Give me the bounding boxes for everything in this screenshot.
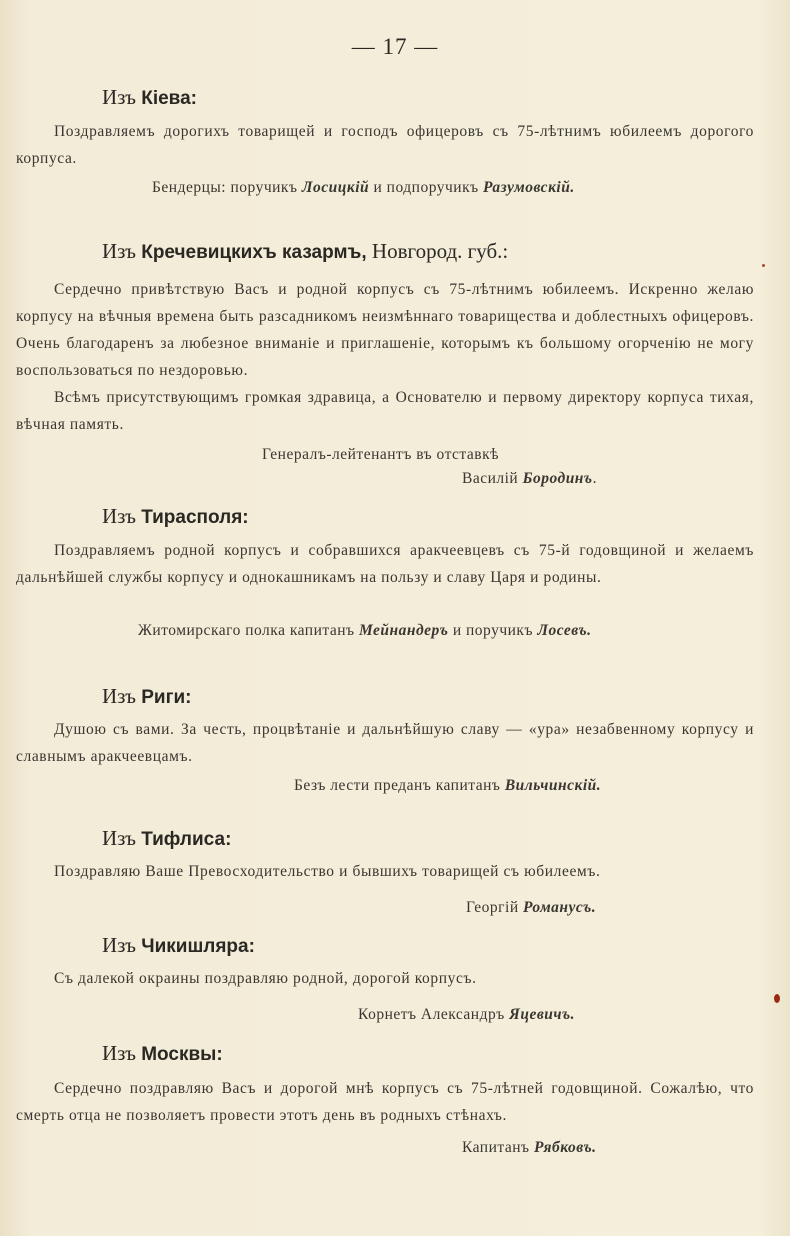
heading-punct: : — [190, 88, 197, 109]
heading-place: Москвы — [141, 1044, 217, 1065]
message-paragraph: Душою съ вами. За честь, процвѣтаніе и дальнѣйшую славу — «ура» незабвенному корпусу и славнымъ аракчеевцамъ. — [16, 721, 754, 765]
signature-prefix: Житомирскаго полка капитанъ — [138, 622, 355, 639]
signature-name: Мейнандеръ — [358, 622, 449, 639]
signature-name: Лосицкій — [301, 179, 370, 196]
heading-from: Изъ — [102, 933, 136, 957]
heading-from: Изъ — [102, 504, 136, 528]
section-heading — [102, 503, 249, 531]
heading-punct: : — [248, 936, 255, 957]
message-paragraph: Поздравляю Ваше Превосходительство и бывшихъ товарищей съ юбилеемъ. — [54, 863, 601, 880]
signature-name: Рябковъ. — [533, 1139, 597, 1156]
heading-punct: : — [242, 507, 249, 528]
ink-speck-small — [762, 264, 765, 267]
heading-place: Кіева — [141, 88, 191, 109]
signature — [466, 896, 596, 920]
heading-punct: : — [216, 1044, 223, 1065]
signature-prefix: Безъ лести преданъ капитанъ — [294, 777, 501, 794]
heading-place: Чикишляра — [141, 936, 249, 957]
signature-prefix: Георгій — [466, 899, 519, 916]
signature-name: Романусъ. — [523, 899, 597, 916]
signature-prefix: Василій — [462, 470, 519, 487]
heading-extra: Новгород. губ.: — [371, 239, 509, 263]
heading-from: Изъ — [102, 239, 136, 263]
section-heading — [102, 1040, 223, 1068]
signature — [294, 774, 601, 798]
heading-place: Риги — [141, 687, 186, 708]
signature — [152, 176, 575, 200]
signature-name-second: Разумовскій. — [483, 179, 575, 196]
message-paragraph: Всѣмъ присутствующимъ громкая здравица, а Основателю и первому директору корпуса тихая, вѣчная память. — [16, 389, 754, 433]
message-paragraph: Сердечно привѣтствую Васъ и родной корпусъ съ 75-лѣтнимъ юбилеемъ. Искренно желаю корпусу на вѣчныя времена быть разсадникомъ неизмѣннаго товарищества и доблестныхъ офицеровъ. Очень благодаренъ за любезное вниманіе и приглашеніе, которымъ къ большому огорченію не могу воспользоваться по нездоровью. — [16, 281, 754, 379]
signature-name-second: Лосевъ. — [537, 622, 592, 639]
signature-prefix: Корнетъ Александръ — [358, 1006, 505, 1023]
signature — [358, 1003, 575, 1027]
signature-name: Яцевичъ. — [509, 1006, 576, 1023]
section-heading — [102, 932, 255, 960]
signature — [462, 467, 597, 491]
heading-from: Изъ — [102, 1041, 136, 1065]
message-paragraph: Сердечно поздравляю Васъ и дорогой мнѣ корпусъ съ 75-лѣтней годовщиной. Сожалѣю, что смерть отца не позволяетъ провести этотъ день въ родныхъ стѣнахъ. — [16, 1080, 754, 1124]
signature-name: Бородинъ — [522, 470, 593, 487]
heading-punct: : — [185, 687, 192, 708]
heading-place: Тирасполя — [141, 507, 243, 528]
message-paragraph: Съ далекой окраины поздравляю родной, дорогой корпусъ. — [54, 970, 477, 987]
heading-place: Кречевицкихъ казармъ — [141, 242, 362, 263]
section-heading — [102, 825, 231, 853]
heading-place: Тифлиса — [141, 829, 226, 850]
message-paragraph: Поздравляемъ дорогихъ товарищей и господъ офицеровъ съ 75-лѣтнимъ юбилеемъ дорогого корпуса. — [16, 123, 754, 167]
signature — [138, 619, 592, 643]
signature-prefix: Бендерцы: поручикъ — [152, 179, 298, 196]
page-number: — 17 — — [351, 34, 439, 59]
message-paragraph: Поздравляемъ родной корпусъ и собравшихся аракчеевцевъ съ 75-й годовщиной и желаемъ дальнѣйшей службы корпусу и однокашникамъ на пользу и славу Царя и родины. — [16, 542, 754, 586]
ink-speck — [774, 994, 780, 1003]
signature-rank: Генералъ-лейтенантъ въ отставкѣ — [262, 446, 500, 463]
signature-prefix: Капитанъ — [462, 1139, 530, 1156]
heading-from: Изъ — [102, 684, 136, 708]
signature — [462, 1136, 597, 1160]
section-heading — [102, 238, 508, 266]
section-heading — [102, 84, 197, 112]
signature-middle: и поручикъ — [452, 622, 533, 639]
section-heading — [102, 683, 192, 711]
heading-punct: : — [225, 829, 232, 850]
signature-name: Вильчинскій. — [504, 777, 602, 794]
heading-punct: , — [361, 242, 367, 263]
signature-middle: и подпоручикъ — [373, 179, 479, 196]
heading-from: Изъ — [102, 826, 136, 850]
signature-name-second: . — [592, 470, 597, 487]
heading-from: Изъ — [102, 85, 136, 109]
